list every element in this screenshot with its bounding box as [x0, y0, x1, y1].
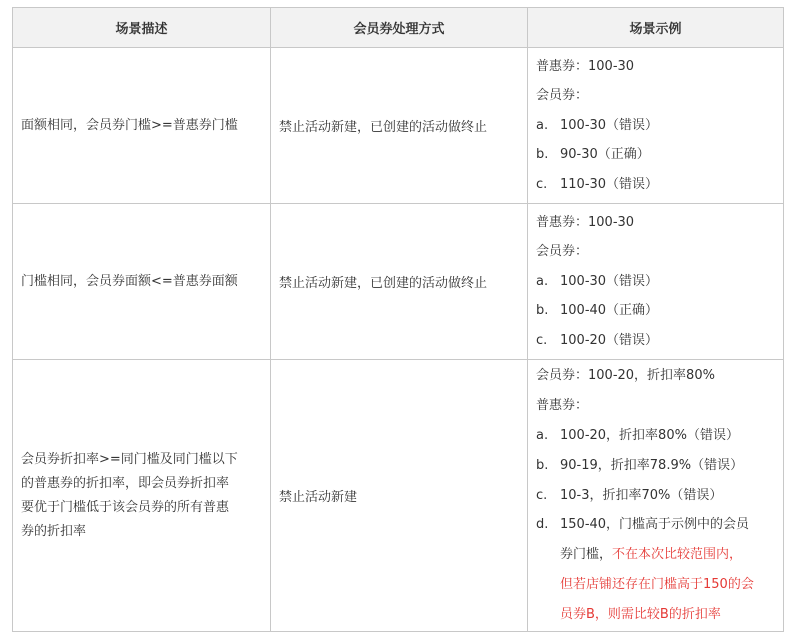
highlight-text: 员券B，则需比较B的折扣率	[560, 606, 721, 622]
header-row	[13, 8, 784, 48]
example-item	[536, 140, 775, 170]
item-marker: d.	[536, 517, 549, 533]
example-item	[536, 296, 775, 326]
example-item	[536, 170, 775, 200]
item-text: 10-3，折扣率70%（错误）	[560, 487, 723, 503]
example-item	[536, 326, 775, 356]
handling-cell: 禁止活动新建	[271, 360, 528, 632]
item-marker: a.	[536, 428, 549, 443]
example-cell	[528, 360, 784, 632]
item-continuation	[536, 540, 775, 570]
example-item	[536, 481, 775, 511]
example-item	[536, 451, 775, 481]
scene-desc-cell: 门槛相同，会员券面额<=普惠券面额	[13, 204, 271, 360]
example-intro: 普惠券：100-30	[536, 214, 635, 230]
item-marker: b.	[536, 457, 549, 473]
example-item	[536, 111, 775, 141]
header-scene-desc: 场景描述	[13, 8, 271, 48]
handling-cell: 禁止活动新建，已创建的活动做终止	[271, 204, 528, 360]
highlight-text: 不在本次比较范围内，	[612, 547, 743, 563]
item-text: 100-30（错误）	[560, 273, 659, 289]
desc-line: 要优于门槛低于该会员券的所有普惠	[21, 499, 230, 515]
scene-desc-cell: 面额相同，会员券门槛>=普惠券门槛	[13, 48, 271, 204]
item-marker: b.	[536, 147, 549, 163]
header-example: 场景示例	[528, 8, 784, 48]
item-marker: c.	[536, 176, 548, 192]
example-item	[536, 510, 775, 540]
table-row	[13, 48, 784, 204]
example-item	[536, 267, 775, 297]
example-cell	[528, 48, 784, 204]
example-intro: 会员券：	[536, 244, 589, 260]
handling-cell: 禁止活动新建，已创建的活动做终止	[271, 48, 528, 204]
example-intro: 普惠券：100-30	[536, 58, 635, 74]
item-marker: a.	[536, 117, 549, 133]
item-text: 券门槛，	[560, 547, 613, 563]
item-text: 100-20（错误）	[560, 332, 659, 348]
item-text: 100-40（正确）	[560, 303, 659, 319]
table-row	[13, 360, 784, 632]
scene-desc-cell	[13, 360, 271, 632]
item-text: 90-30（正确）	[560, 147, 650, 163]
item-marker: a.	[536, 273, 549, 289]
item-marker: b.	[536, 303, 549, 319]
example-intro: 会员券：	[536, 88, 589, 104]
rules-table	[12, 7, 784, 632]
example-cell	[528, 204, 784, 360]
item-marker: c.	[536, 332, 548, 348]
table-row	[13, 204, 784, 360]
desc-line: 的普惠券的折扣率，即会员券折扣率	[21, 475, 230, 491]
header-handling: 会员券处理方式	[271, 8, 528, 48]
item-text: 100-30（错误）	[560, 117, 659, 133]
desc-line: 券的折扣率	[21, 523, 87, 539]
example-item	[536, 421, 775, 451]
item-text: 110-30（错误）	[560, 176, 659, 192]
highlight-text: 但若店铺还存在门槛高于150的会	[560, 576, 754, 592]
example-intro: 会员券：100-20，折扣率80%	[536, 368, 715, 384]
desc-line: 会员券折扣率>=同门槛及同门槛以下	[21, 451, 238, 467]
item-text: 150-40，门槛高于示例中的会员	[560, 517, 750, 533]
item-text: 90-19，折扣率78.9%（错误）	[560, 457, 744, 473]
example-intro: 普惠券：	[536, 398, 589, 414]
item-text: 100-20，折扣率80%（错误）	[560, 428, 739, 443]
item-marker: c.	[536, 487, 548, 503]
